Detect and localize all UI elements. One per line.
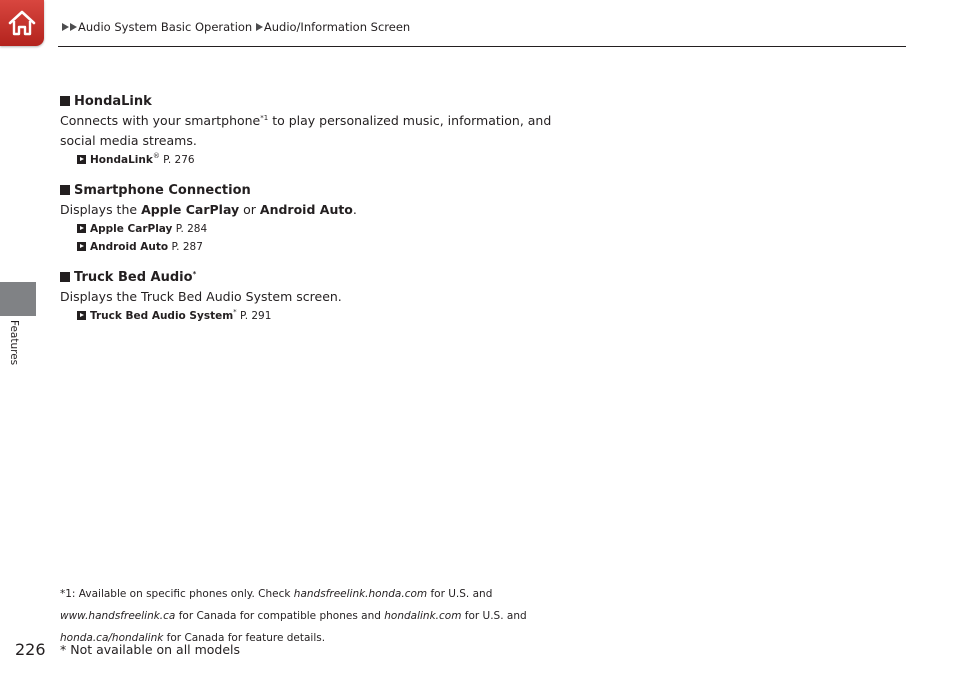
cross-reference-icon xyxy=(77,224,86,233)
xref-android-auto[interactable]: Android Auto P. 287 xyxy=(77,238,580,256)
xref-truck-bed-audio-system[interactable]: Truck Bed Audio System* P. 291 xyxy=(77,307,580,325)
section-hondalink xyxy=(60,93,580,169)
breadcrumb-item-audio-info-screen[interactable]: Audio/Information Screen xyxy=(263,20,411,34)
breadcrumb-item-audio-system[interactable]: Audio System Basic Operation xyxy=(78,20,253,34)
link-honda-ca-hondalink[interactable]: honda.ca/hondalink xyxy=(60,632,164,644)
section-smartphone-connection xyxy=(60,182,580,256)
breadcrumb-arrow-icon xyxy=(62,23,69,31)
link-handsfreelink-honda[interactable]: handsfreelink.honda.com xyxy=(293,588,428,600)
square-bullet-icon xyxy=(60,96,70,106)
breadcrumb xyxy=(62,20,410,34)
header-divider xyxy=(58,46,906,47)
page-number: 226 xyxy=(15,640,46,659)
section-body: Displays the Apple CarPlay or Android Auto. xyxy=(60,202,357,217)
square-bullet-icon xyxy=(60,185,70,195)
main-content xyxy=(60,93,580,338)
footnote: *1: Available on specific phones only. Check handsfreelink.honda.com for U.S. and www.handsfreelink.ca for Canada for compatible phones and hondalink.com for U.S. and honda.ca/hondalink for Canada for feature details. xyxy=(60,588,527,644)
breadcrumb-arrow-icon xyxy=(70,23,77,31)
cross-reference-icon xyxy=(77,155,86,164)
section-title: HondaLink xyxy=(60,93,580,111)
xref-apple-carplay[interactable]: Apple CarPlay P. 284 xyxy=(77,220,580,238)
breadcrumb-arrow-icon xyxy=(256,23,263,31)
xref-hondalink[interactable]: HondaLink® P. 276 xyxy=(77,151,580,169)
cross-reference-icon xyxy=(77,242,86,251)
side-tab-label: Features xyxy=(8,320,20,366)
side-tab-features[interactable] xyxy=(0,282,36,316)
section-truck-bed-audio xyxy=(60,269,580,325)
home-button[interactable] xyxy=(0,0,44,46)
home-icon xyxy=(6,7,38,39)
link-handsfreelink-ca[interactable]: www.handsfreelink.ca xyxy=(60,610,176,622)
section-title: Truck Bed Audio* xyxy=(60,269,580,287)
section-title: Smartphone Connection xyxy=(60,182,580,200)
cross-reference-icon xyxy=(77,311,86,320)
link-hondalink[interactable]: hondalink.com xyxy=(384,610,462,622)
section-body: Connects with your smartphone$^{*1}$ to play personalized music, information, and social media streams. xyxy=(60,113,552,148)
square-bullet-icon xyxy=(60,272,70,282)
not-available-note: * Not available on all models xyxy=(60,642,241,657)
section-body: Displays the Truck Bed Audio System screen. xyxy=(60,289,342,304)
